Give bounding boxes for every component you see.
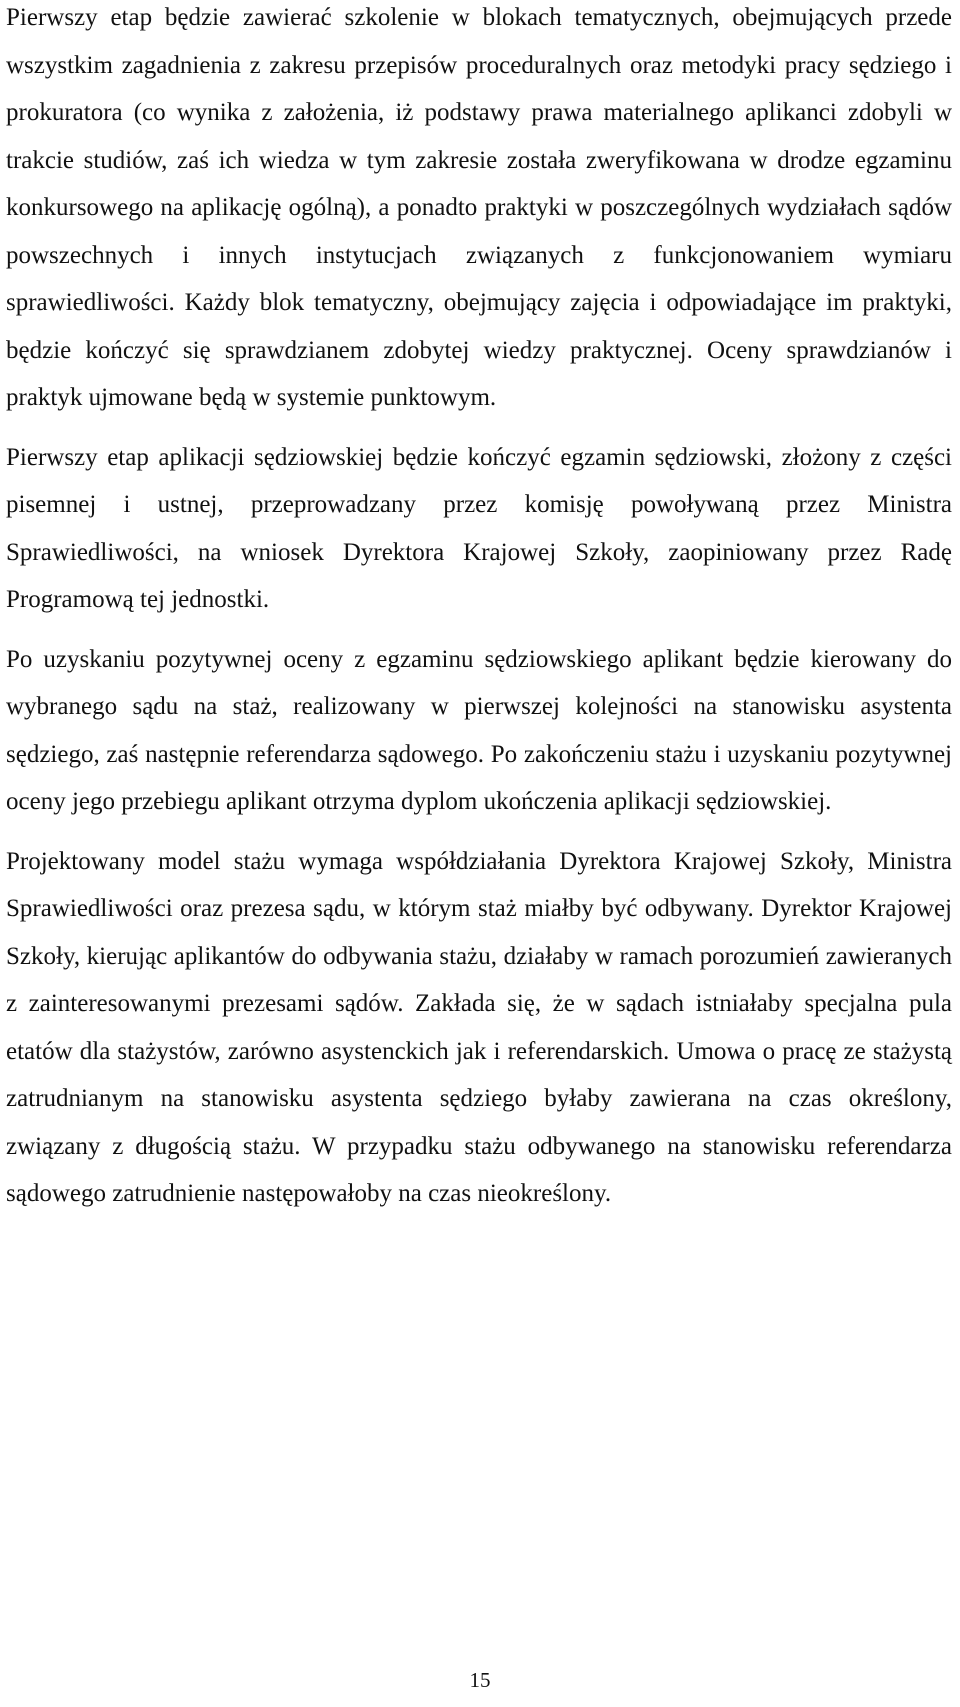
paragraph-internship-model: Projektowany model stażu wymaga współdziałania Dyrektora Krajowej Szkoły, Ministra Sprawiedliwości oraz prezesa sądu, w którym staż miałby być odbywany. Dyrektor Krajowej Szkoły, kierując aplikantów do odbywania stażu, działaby w ramach porozumień zawieranych z zainteresowanymi prezesami sądów. Zakłada się, że w sądach istniałaby specjalna pula etatów dla stażystów, zarówno asystenckich jak i referendarskich. Umowa o pracę ze stażystą zatrudnianym na stanowisku asystenta sędziego byłaby zawierana na czas określony, związany z długością stażu. W przypadku stażu odbywanego na stanowisku referendarza sądowego zatrudnienie następowałoby na czas nieokreślony. [6,847,952,1207]
paragraph-training-blocks: Pierwszy etap będzie zawierać szkolenie w blokach tematycznych, obejmujących przede wszystkim zagadnienia z zakresu przepisów proceduralnych oraz metodyki pracy sędziego i prokuratora (co wynika z założenia, iż podstawy prawa materialnego aplikanci zdobyli w trakcie studiów, zaś ich wiedza w tym zakresie została zweryfikowana w drodze egzaminu konkursowego na aplikację ogólną), a ponadto praktyki w poszczególnych wydziałach sądów powszechnych i innych instytucjach związanych z funkcjonowaniem wymiaru sprawiedliwości. Każdy blok tematyczny, obejmujący zajęcia i odpowiadające im praktyki, będzie kończyć się sprawdzianem zdobytej wiedzy praktycznej. Oceny sprawdzianów i praktyk ujmowane będą w systemie punktowym. [6,4,952,411]
page-number: 15 [469,1668,491,1692]
paragraph-judge-exam: Pierwszy etap aplikacji sędziowskiej będzie kończyć egzamin sędziowski, złożony z części pisemnej i ustnej, przeprowadzany przez komisję powoływaną przez Ministra Sprawiedliwości, na wniosek Dyrektora Krajowej Szkoły, zaopiniowany przez Radę Programową tej jednostki. [6,443,952,613]
paragraph-internship: Po uzyskaniu pozytywnej oceny z egzaminu sędziowskiego aplikant będzie kierowany do wybranego sądu na staż, realizowany w pierwszej kolejności na stanowisku asystenta sędziego, zaś następnie referendarza sądowego. Po zakończeniu stażu i uzyskaniu pozytywnej oceny jego przebiegu aplikant otrzyma dyplom ukończenia aplikacji sędziowskiej. [6,645,952,815]
